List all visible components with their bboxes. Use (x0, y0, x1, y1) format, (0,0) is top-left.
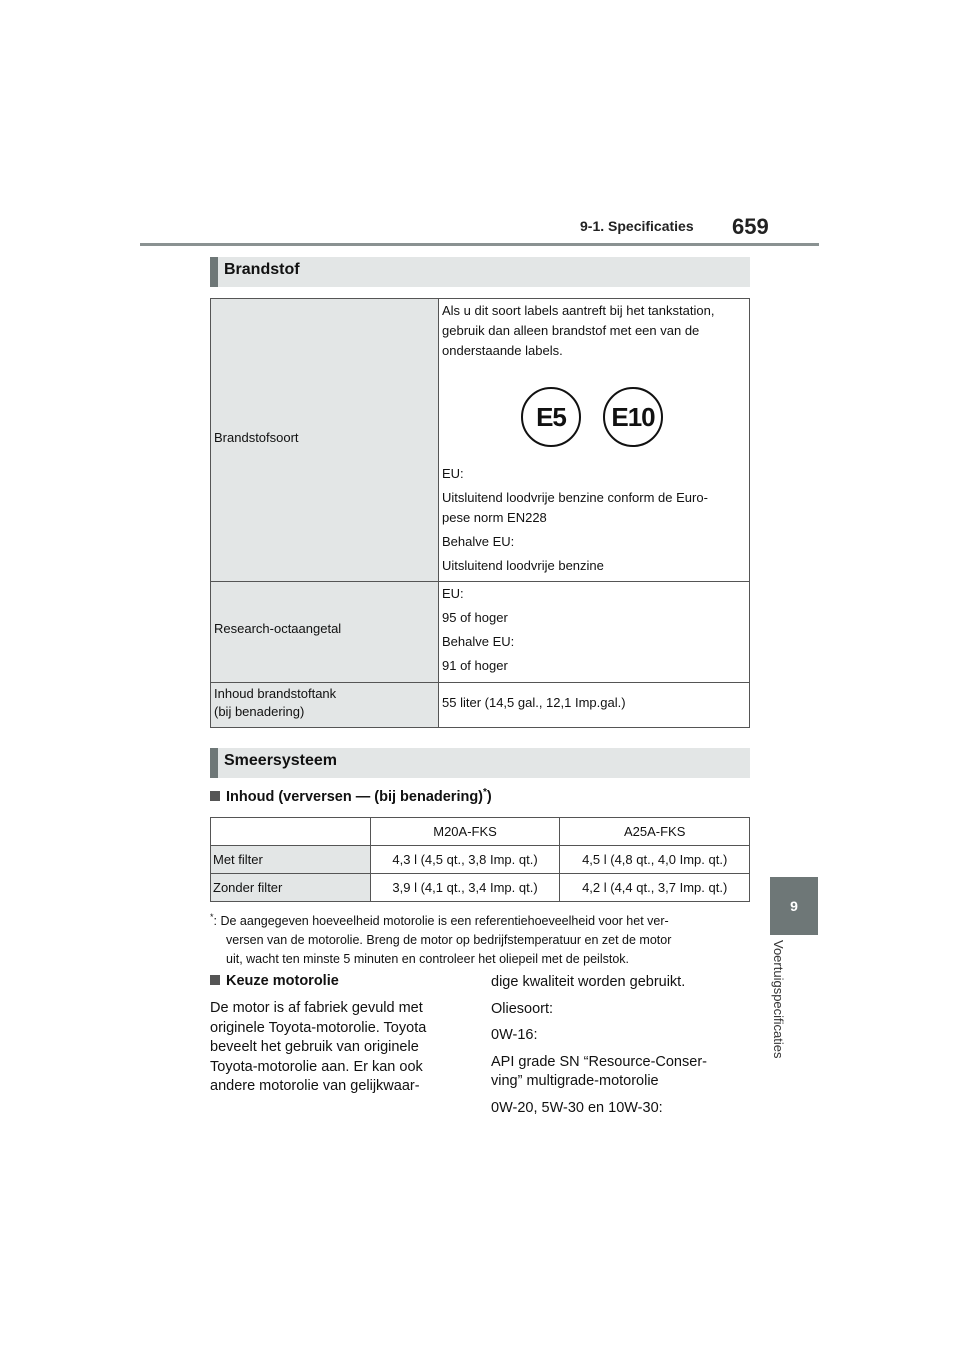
tank-label-line: Inhoud brandstoftank (214, 686, 337, 701)
octane-label-cell (211, 582, 439, 682)
e5-label-badge: E5 (521, 387, 581, 447)
fuel-intro-line: Als u dit soort labels aantreft bij het tankstation, (442, 303, 715, 318)
table-row-label: Met filter (211, 846, 371, 874)
chapter-label-text: Voertuigspecificaties (771, 940, 786, 1059)
oil-choice-left-text: De motor is af fabriek gevuld met originele Toyota-motorolie. Toyota beveelt het gebruik van originele Toyota-motorolie aan. Er kan ook andere motorolie van gelijkwaar- (210, 1000, 427, 1094)
fuel-table (210, 298, 750, 728)
heading-bar (210, 257, 218, 287)
lubrication-section-title: Smeersysteem (224, 752, 337, 769)
octane-label: Research-octaangetal (214, 621, 342, 636)
fuel-spec-line: Uitsluitend loodvrije benzine conform de Euro- (442, 490, 708, 505)
oil-choice-right-text: dige kwaliteit worden gebruikt. Oliesoort: 0W-16: API grade SN “Resource-Conser- ving” multigrade-motorolie 0W-20, 5W-30 en 10W-30: (491, 974, 707, 1116)
fuel-type-value-cell (439, 299, 749, 581)
table-cell: 4,3 l (4,5 qt., 3,8 Imp. qt.) (370, 846, 560, 874)
chapter-label (771, 940, 806, 1110)
page-number: 659 (732, 214, 769, 239)
tank-value: 55 liter (14,5 gal., 12,1 Imp.gal.) (442, 695, 626, 710)
table-cell: 4,2 l (4,4 qt., 3,7 Imp. qt.) (560, 874, 750, 902)
fuel-spec-line: pese norm EN228 (442, 510, 547, 525)
heading-bar (210, 748, 218, 778)
oil-choice-heading: Keuze motorolie (210, 973, 339, 989)
octane-line: 91 of hoger (442, 658, 508, 673)
table-header-row (211, 818, 750, 846)
octane-line: 95 of hoger (442, 610, 508, 625)
fuel-spec-line: EU: (442, 466, 464, 481)
section-title: 9-1. Specificaties (580, 218, 694, 234)
fuel-intro-line: gebruik dan alleen brandstof met een van de (442, 323, 700, 338)
oil-footnote: *: De aangegeven hoeveelheid motorolie is een referentiehoeveelheid voor het ver- versen van de motorolie. Breng de motor op bedrijfstemperatuur en zet de motor uit, wacht ten minste 5 minuten en controleer het oliepeil met de peilstok. (210, 912, 672, 967)
tank-label-line: (bij benadering) (214, 704, 305, 719)
table-cell: 4,5 l (4,8 qt., 4,0 Imp. qt.) (560, 846, 750, 874)
chapter-tab: 9 (770, 877, 818, 935)
oil-capacity-subheading: Inhoud (verversen — (bij benadering)*) (210, 787, 492, 805)
fuel-spec-line: Uitsluitend loodvrije benzine (442, 558, 604, 573)
fuel-spec-line: Behalve EU: (442, 534, 515, 549)
bullet-square-icon (210, 975, 220, 985)
table-row-label: Zonder filter (211, 874, 371, 902)
e10-label-badge: E10 (603, 387, 663, 447)
table-cell: 3,9 l (4,1 qt., 3,4 Imp. qt.) (370, 874, 560, 902)
octane-value-cell (439, 582, 749, 682)
oil-capacity-table (210, 817, 750, 902)
table-row (211, 846, 750, 874)
lubrication-section-heading (210, 748, 750, 778)
fuel-intro-line: onderstaande labels. (442, 343, 563, 358)
tank-value-cell (439, 683, 749, 727)
fuel-section-heading (210, 257, 750, 287)
header-divider (140, 243, 819, 246)
tank-label-cell (211, 683, 439, 727)
table-header-cell: A25A-FKS (560, 818, 750, 846)
octane-line: EU: (442, 586, 464, 601)
octane-line: Behalve EU: (442, 634, 515, 649)
fuel-section-title: Brandstof (224, 261, 300, 278)
table-row (211, 874, 750, 902)
table-header-cell: M20A-FKS (370, 818, 560, 846)
bullet-square-icon (210, 791, 220, 801)
table-header-cell (211, 818, 371, 846)
fuel-type-label: Brandstofsoort (214, 430, 299, 445)
fuel-type-label-cell (211, 299, 439, 581)
